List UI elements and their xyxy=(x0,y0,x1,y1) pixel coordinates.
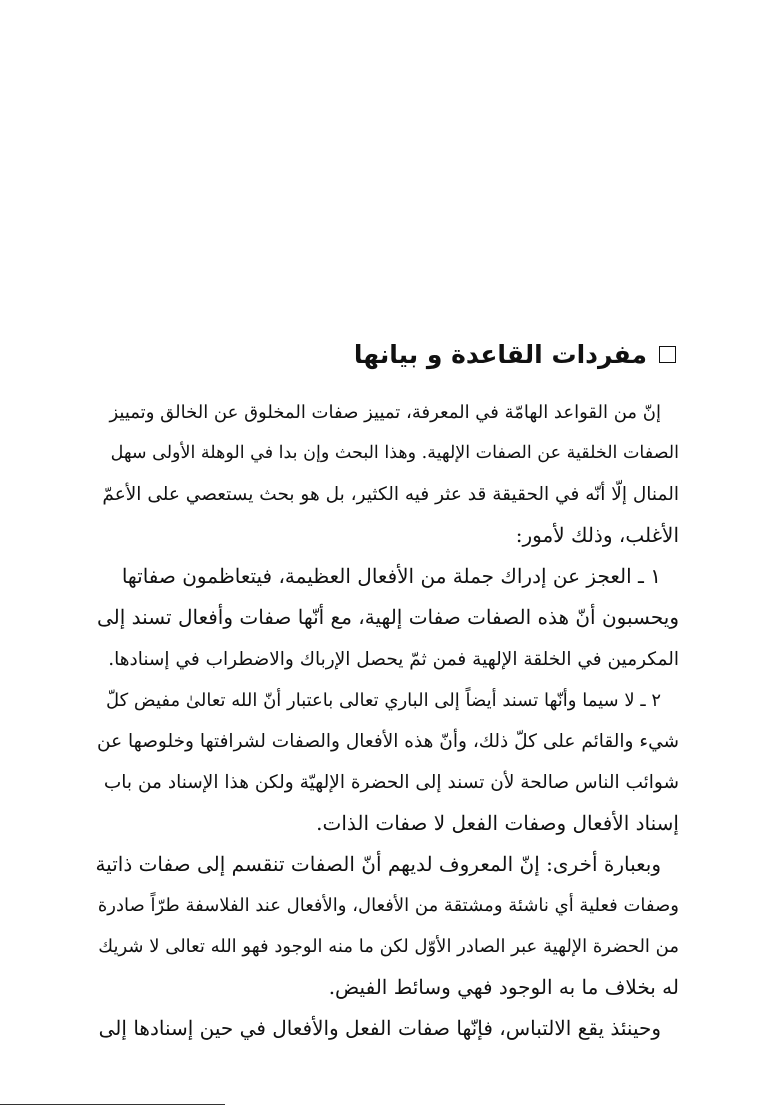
text-line: وبعبارة أخرى: إنّ المعروف لديهم أنّ الصفات تنقسم إلى صفات ذاتية xyxy=(95,852,661,877)
text-line: وصفات فعلية أي ناشئة ومشتقة من الأفعال، والأفعال عند الفلاسفة طرّاً صادرة xyxy=(97,895,679,917)
body-text xyxy=(95,392,679,1050)
text-line: ٢ ـ لا سيما وأنّها تسند أيضاً إلى الباري تعالى باعتبار أنّ الله تعالىٰ مفيض كلّ xyxy=(106,689,661,711)
page-edge-line xyxy=(0,1104,225,1105)
text-line: ويحسبون أنّ هذه الصفات صفات إلهية، مع أنّها صفات وأفعال تسند إلى xyxy=(97,605,679,630)
section-heading xyxy=(100,333,676,377)
square-bullet-icon xyxy=(659,346,676,363)
text-line: وحينئذ يقع الالتباس، فإنّها صفات الفعل والأفعال في حين إسنادها إلى xyxy=(98,1016,661,1041)
text-line: إنّ من القواعد الهامّة في المعرفة، تمييز صفات المخلوق عن الخالق وتمييز xyxy=(109,402,661,423)
text-line: شوائب الناس صالحة لأن تسند إلى الحضرة الإلهيّة ولكن هذا الإسناد من باب xyxy=(103,771,679,793)
text-line: ١ ـ العجز عن إدراك جملة من الأفعال العظيمة، فيتعاظمون صفاتها xyxy=(121,564,661,589)
text-line: من الحضرة الإلهية عبر الصادر الأوّل لكن ما منه الوجود فهو الله تعالى لا شريك xyxy=(98,936,679,958)
text-line: شيء والقائم على كلّ ذلك، وأنّ هذه الأفعال والصفات لشرافتها وخلوصها عن xyxy=(97,730,679,752)
text-line: المنال إلّا أنّه في الحقيقة قد عثر فيه الكثير، بل هو بحث يستعصي على الأعمّ xyxy=(102,484,679,506)
text-line: له بخلاف ما به الوجود فهي وسائط الفيض. xyxy=(328,975,679,1000)
text-line: المكرمين في الخلقة الإلهية فمن ثمّ يحصل الإرباك والاضطراب في إسنادها. xyxy=(108,648,679,670)
text-line: الصفات الخلقية عن الصفات الإلهية. وهذا البحث وإن بدا في الوهلة الأولى سهل xyxy=(110,443,679,464)
text-line: الأغلب، وذلك لأمور: xyxy=(515,523,679,548)
section-title: مفردات القاعدة و بيانها xyxy=(353,340,647,369)
text-line: إسناد الأفعال وصفات الفعل لا صفات الذات. xyxy=(316,810,679,835)
